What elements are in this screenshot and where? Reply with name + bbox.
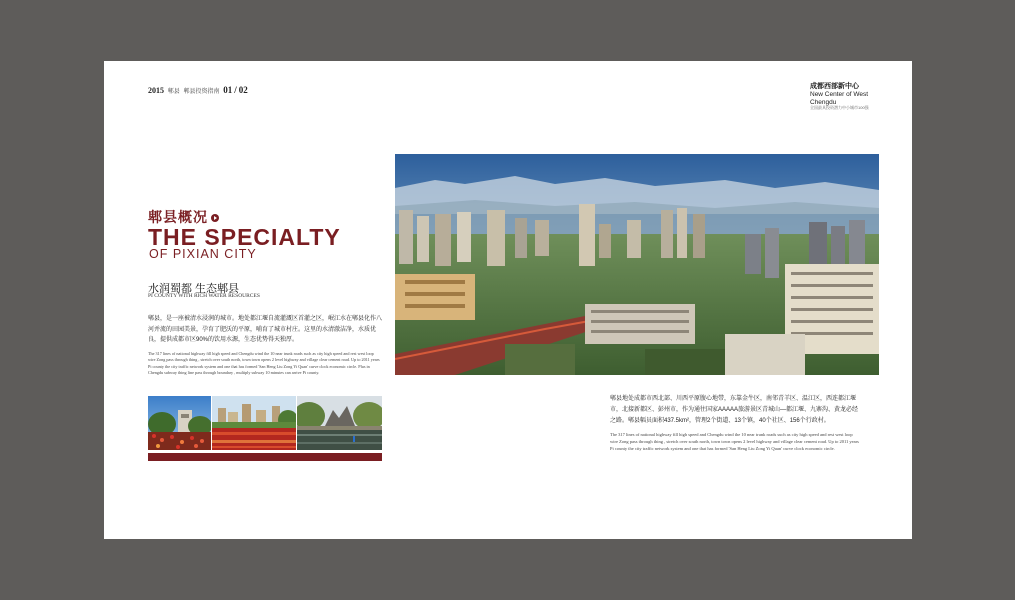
- header-year: 2015: [148, 86, 164, 95]
- right-body-cn: 郫县地处成都市西北部、川西平原腹心地带，东靠金牛区，南邻青羊区、温江区，西连都江堰市，北接新都区、彭州市，作为通往国家AAAAA旅游景区青城山—都江堰、九寨沟、黄龙必经之路。郫县幅员面积437.5km²，管理2个街道、13个镇，40个社区、156个行政村。: [610, 396, 859, 425]
- slogan-cn: 水润蜀都 生态郫县: [148, 283, 240, 295]
- header-right-cn: 成都西部新中心: [810, 83, 859, 90]
- hero-cityscape-photo: [395, 154, 879, 375]
- header-brand: 郫县: [167, 89, 180, 95]
- slogan-en: PI COUNTY WITH RICH WATER RESOURCES: [148, 293, 260, 299]
- left-body-en: The 317 lines of national highway fill high speed and Chengdu wind the 10 near trunk roads such as city high speed and rest west loop wire Zong pass through thing , stretch over south north, town town opens 2 level highway and village clear cement road. Up to 2011 years Pi county the city traffic network system and one that has formed 'San Heng Liu Zong Yi Quan' curve clock economic circle. Plus in Chengdu subway thing line pass through boundary , multiply subway 10 minutes can arrive Pi county.: [148, 351, 380, 375]
- thumbnail-strip: [148, 396, 382, 450]
- section-subtitle-en: OF PIXIAN CITY: [149, 247, 257, 261]
- brochure-page: [104, 61, 912, 539]
- thumbnail-flower-garden: [148, 396, 211, 450]
- header-right-sub: 全国最具投资潜力中小城市100强: [810, 104, 869, 110]
- accent-bar: [148, 453, 382, 461]
- thumbnail-flower-field: [212, 396, 296, 450]
- header-page: 01: [223, 85, 233, 95]
- header-right-en: New Center of West Chengdu: [810, 91, 869, 106]
- header-page-total: 02: [238, 85, 248, 95]
- section-title-text: 郫县概况: [148, 209, 208, 225]
- section-title-en: THE SPECIALTY: [148, 224, 341, 250]
- right-body-en: The 317 lines of national highway fill high speed and Chengdu wind the 10 near trunk roads such as city high speed and rest west loop wire Zong pass through thing , stretch over south north, town town opens 2 level highway and village clear cement road. Up to 2011 years Pi county the city traffic network system and one that has formed 'San Heng Liu Zong Yi Quan' curve clock economic circle.: [610, 432, 859, 451]
- header-right: [810, 83, 890, 111]
- header-guide: 郫县投资指南: [183, 89, 220, 95]
- play-arrow-icon: [211, 214, 219, 222]
- thumbnail-river-sculpture: [297, 396, 382, 450]
- left-body-cn: 郫县，是一座被清水浸润的城市。地处都江堰自流灌溉区首灌之区，岷江水在郫县化作八河并流的田园美景，孕育了肥沃的平原，哺育了城市村庄。这里的水清澈洁净，水质优良，提供成都市区90%的饮用水源，生态优势得天独厚。: [148, 316, 383, 343]
- header-page-sep: /: [234, 85, 237, 95]
- header-left: [148, 85, 248, 95]
